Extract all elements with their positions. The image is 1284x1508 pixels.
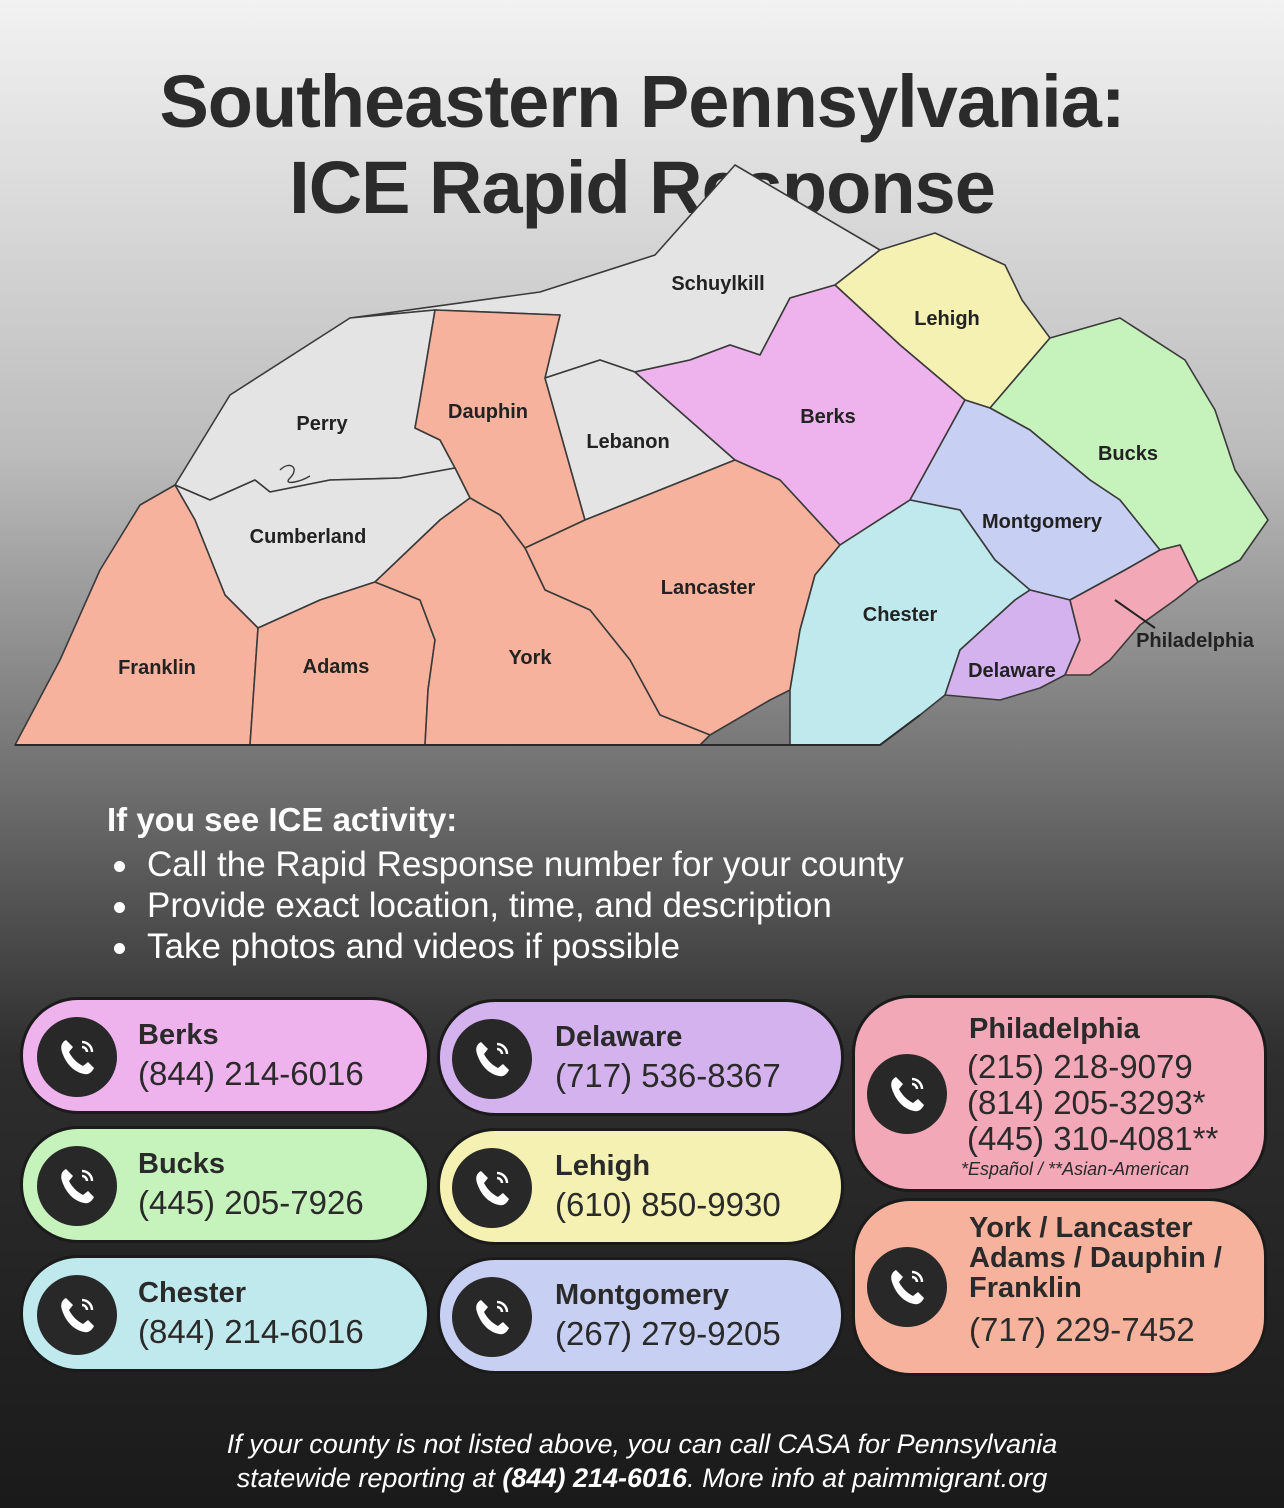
- contact-phone[interactable]: (717) 229-7452: [969, 1311, 1195, 1348]
- contact-phone[interactable]: (610) 850-9930: [555, 1186, 781, 1223]
- contact-name: Bucks: [138, 1148, 226, 1180]
- contact-name: Lehigh: [555, 1150, 651, 1182]
- footer-text: statewide reporting at: [236, 1463, 503, 1493]
- footer-line: [0, 1461, 1284, 1495]
- label-dauphin: Dauphin: [448, 401, 528, 423]
- contact-phone[interactable]: (814) 205-3293*: [967, 1084, 1206, 1121]
- contact-name: York / Lancaster: [969, 1212, 1193, 1244]
- label-york: York: [508, 647, 552, 669]
- footer-note: [0, 1427, 1284, 1495]
- label-lehigh: Lehigh: [914, 308, 980, 330]
- label-adams: Adams: [302, 656, 370, 678]
- phone-call-icon: [452, 1277, 532, 1357]
- contact-name: Chester: [138, 1277, 246, 1309]
- phone-call-icon: [37, 1275, 117, 1355]
- footer-line: If your county is not listed above, you can call CASA for Pennsylvania: [226, 1429, 1058, 1459]
- label-berks: Berks: [800, 406, 856, 428]
- contact-name: Adams / Dauphin /: [969, 1242, 1222, 1274]
- label-philadelphia: Philadelphia: [1136, 630, 1254, 652]
- label-delaware: Delaware: [968, 660, 1056, 682]
- phone-call-icon: [452, 1148, 532, 1228]
- label-chester: Chester: [862, 604, 938, 626]
- contact-card-york-group[interactable]: [852, 1198, 1267, 1376]
- instructions-list: [107, 844, 904, 967]
- phone-call-icon: [37, 1017, 117, 1097]
- page-subtitle: ICE Rapid Response: [289, 146, 995, 229]
- contact-name: Berks: [138, 1019, 219, 1051]
- contact-name: Montgomery: [555, 1279, 729, 1311]
- phone-call-icon: [452, 1019, 532, 1099]
- contact-card-bucks[interactable]: [20, 1126, 430, 1243]
- label-schuylkill: Schuylkill: [671, 273, 765, 295]
- contact-card-delaware[interactable]: [437, 999, 844, 1116]
- contact-name: Franklin: [969, 1272, 1082, 1304]
- contact-card-lehigh[interactable]: [437, 1128, 844, 1245]
- contact-card-berks[interactable]: [20, 997, 430, 1114]
- contact-card-montgomery[interactable]: [437, 1257, 844, 1374]
- label-montgomery: Montgomery: [982, 511, 1102, 533]
- county-perry[interactable]: [175, 310, 455, 500]
- contact-card-chester[interactable]: [20, 1255, 430, 1372]
- contact-name: Philadelphia: [969, 1013, 1140, 1045]
- phone-call-icon: [867, 1054, 947, 1134]
- contact-card-philadelphia[interactable]: [852, 995, 1267, 1192]
- label-perry: Perry: [296, 413, 348, 435]
- footer-text: . More info at paimmigrant.org: [687, 1463, 1048, 1493]
- instructions: [107, 800, 904, 967]
- label-lebanon: Lebanon: [586, 431, 670, 453]
- contact-name: Delaware: [555, 1021, 683, 1053]
- instructions-heading: If you see ICE activity:: [107, 801, 458, 838]
- phone-call-icon: [867, 1247, 947, 1327]
- contact-phone[interactable]: (215) 218-9079: [967, 1048, 1193, 1085]
- label-bucks: Bucks: [1097, 443, 1159, 465]
- instruction-item: Provide exact location, time, and description: [147, 885, 904, 926]
- instruction-item: Take photos and videos if possible: [147, 926, 904, 967]
- instruction-item: Call the Rapid Response number for your county: [147, 845, 904, 884]
- contact-phone[interactable]: (717) 536-8367: [555, 1057, 781, 1094]
- contact-phone[interactable]: (445) 205-7926: [138, 1184, 364, 1221]
- language-note: *Español / **Asian-American: [961, 1159, 1190, 1179]
- phone-call-icon: [37, 1146, 117, 1226]
- label-lancaster: Lancaster: [660, 577, 756, 599]
- contact-phone[interactable]: (445) 310-4081**: [967, 1120, 1219, 1157]
- casa-phone[interactable]: (844) 214-6016: [502, 1463, 688, 1493]
- label-franklin: Franklin: [118, 657, 196, 679]
- contact-phone[interactable]: (844) 214-6016: [138, 1313, 364, 1350]
- page-title: Southeastern Pennsylvania:: [159, 60, 1125, 143]
- contact-phone[interactable]: (267) 279-9205: [555, 1315, 781, 1352]
- label-cumberland: Cumberland: [249, 526, 367, 548]
- contact-phone[interactable]: (844) 214-6016: [138, 1055, 364, 1092]
